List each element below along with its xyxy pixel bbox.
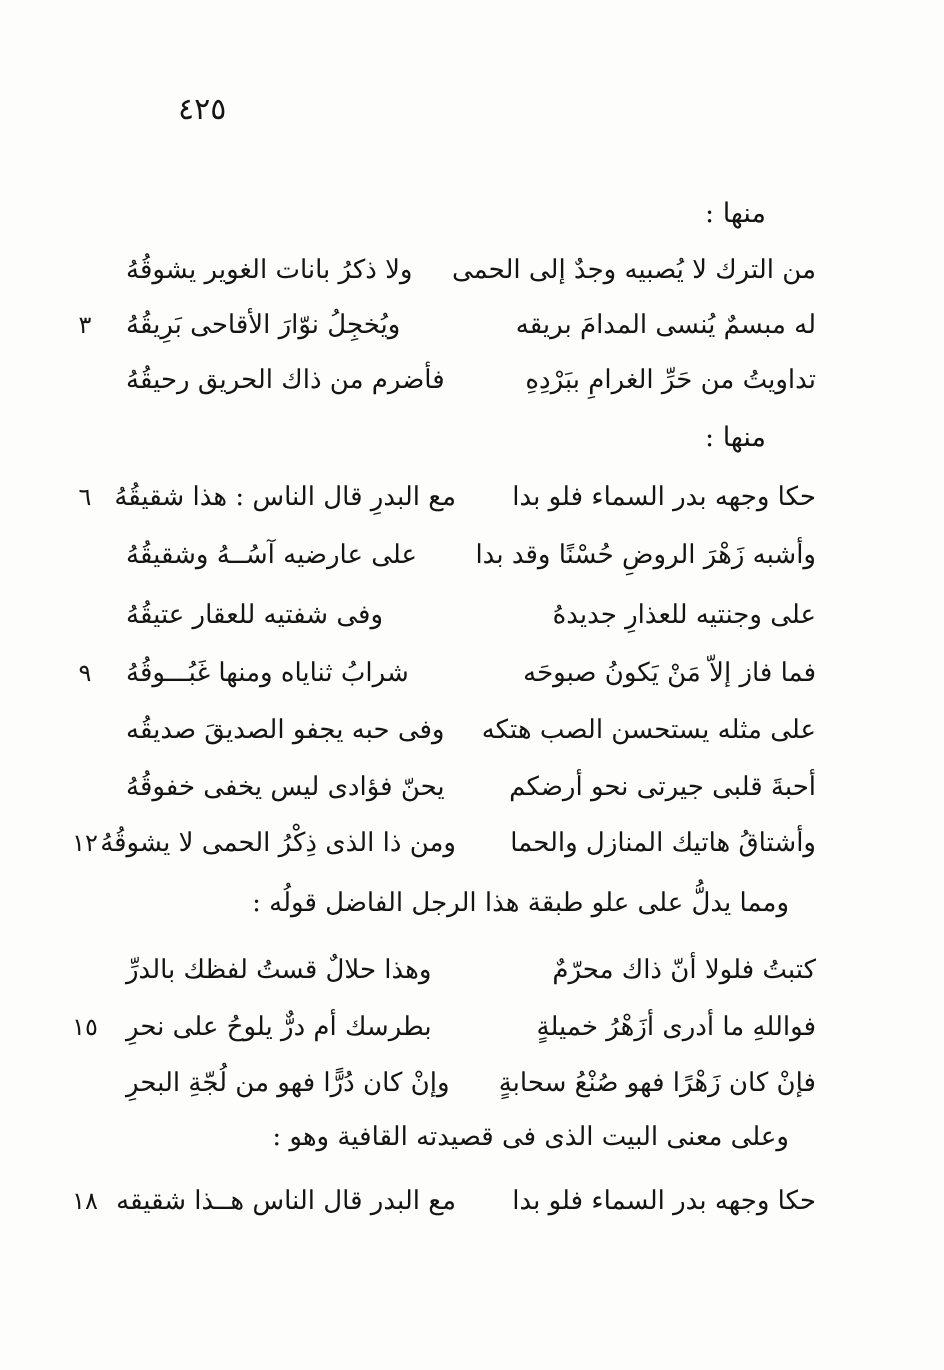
verse-hemistich-first: فإنْ كان زَهْرًا فهو صُنْعُ سحابةٍ <box>498 1068 816 1098</box>
verse-line <box>126 590 816 640</box>
verse-line <box>126 530 816 580</box>
verse-hemistich-first: كتبتُ فلولا أنّ ذاك محرّمٌ <box>552 955 816 985</box>
line-number: ١٢ <box>72 829 98 857</box>
verse-line <box>126 762 816 812</box>
verse-hemistich-first: فواللهِ ما أدرى أزَهْرُ خميلةٍ <box>536 1012 816 1042</box>
verse-line <box>72 818 816 868</box>
page-number: ٤٢٥ <box>178 92 227 127</box>
verse-line <box>78 648 816 698</box>
verse-hemistich-first: حكا وجهه بدر السماء فلو بدا <box>512 482 816 512</box>
verse-hemistich-first: أحبةَ قلبى جيرتى نحو أرضكم <box>509 772 816 802</box>
line-number: ٩ <box>78 659 92 687</box>
verse-hemistich-second: وإنْ كان دُرًّا فهو من لُجّةِ البحرِ <box>126 1068 450 1098</box>
verse-hemistich-second: ومن ذا الذى ذِكْرُ الحمى لا يشوقُهُ <box>100 828 456 858</box>
verse-line <box>78 472 816 522</box>
verse-hemistich-second: وهذا حلالٌ قستُ لفظك بالدرِّ <box>126 955 432 985</box>
line-number: ١٨ <box>72 1187 98 1215</box>
verse-hemistich-first: له مبسمٌ يُنسى المدامَ بريقه <box>515 310 816 340</box>
verse-hemistich-first: من الترك لا يُصبيه وجدٌ إلى الحمى <box>451 255 816 285</box>
verse-hemistich-first: على مثله يستحسن الصب هتكه <box>481 715 816 745</box>
verse-line <box>126 705 816 755</box>
verse-hemistich-second: شرابُ ثناياه ومنها غَبُـــوقُهُ <box>126 658 409 688</box>
verse-hemistich-second: على عارضيه آسُــهُ وشقيقُهُ <box>126 540 418 570</box>
verse-hemistich-second: ويُخجِلُ نوّارَ الأقاحى بَرِيقُهُ <box>126 310 401 340</box>
verse-hemistich-second: بطرسك أم درٌّ يلوحُ على نحرِ <box>126 1012 432 1042</box>
verse-hemistich-second: يحنّ فؤادى ليس يخفى خفوقُهُ <box>126 772 445 802</box>
verse-hemistich-first: على وجنتيه للعذارِ جديدهُ <box>552 600 816 630</box>
prose-line: ومما يدلُّ على علو طبقة هذا الرجل الفاضل قولُه : <box>252 888 789 918</box>
verse-hemistich-second: فأضرم من ذاك الحريق رحيقُهُ <box>126 365 445 395</box>
section-heading: منها : <box>705 198 766 229</box>
section-heading: منها : <box>705 422 766 453</box>
verse-hemistich-first: حكا وجهه بدر السماء فلو بدا <box>512 1186 816 1216</box>
verse-line <box>126 355 816 405</box>
verse-line <box>126 245 816 295</box>
verse-hemistich-second: وفى شفتيه للعقار عتيقُهُ <box>126 600 384 630</box>
line-number: ١٥ <box>72 1013 98 1041</box>
prose-line: وعلى معنى البيت الذى فى قصيدته القافية وهو : <box>272 1122 789 1152</box>
verse-line <box>72 1176 816 1226</box>
verse-hemistich-first: وأشبه زَهْرَ الروضِ حُسْنًا وقد بدا <box>475 540 816 570</box>
verse-line <box>72 1002 816 1052</box>
line-number: ٦ <box>78 483 92 511</box>
verse-hemistich-second: وفى حبه يجفو الصديقَ صديقُه <box>126 715 445 745</box>
verse-hemistich-first: تداويتُ من حَرِّ الغرامِ ببَرْدِهِ <box>525 365 816 395</box>
verse-hemistich-first: فما فاز إلاّ مَنْ يَكونُ صبوحَه <box>523 658 816 688</box>
verse-hemistich-first: وأشتاقُ هاتيك المنازل والحما <box>510 828 816 858</box>
verse-hemistich-second: ولا ذكرُ بانات الغوير يشوقُهُ <box>126 255 413 285</box>
verse-line <box>126 945 816 995</box>
line-number: ٣ <box>78 311 92 339</box>
verse-hemistich-second: مع البدرِ قال الناس : هذا شقيقُهُ <box>114 482 456 512</box>
verse-line <box>126 1058 816 1108</box>
verse-line <box>78 300 816 350</box>
verse-hemistich-second: مع البدر قال الناس هــذا شقيقه <box>116 1186 456 1216</box>
